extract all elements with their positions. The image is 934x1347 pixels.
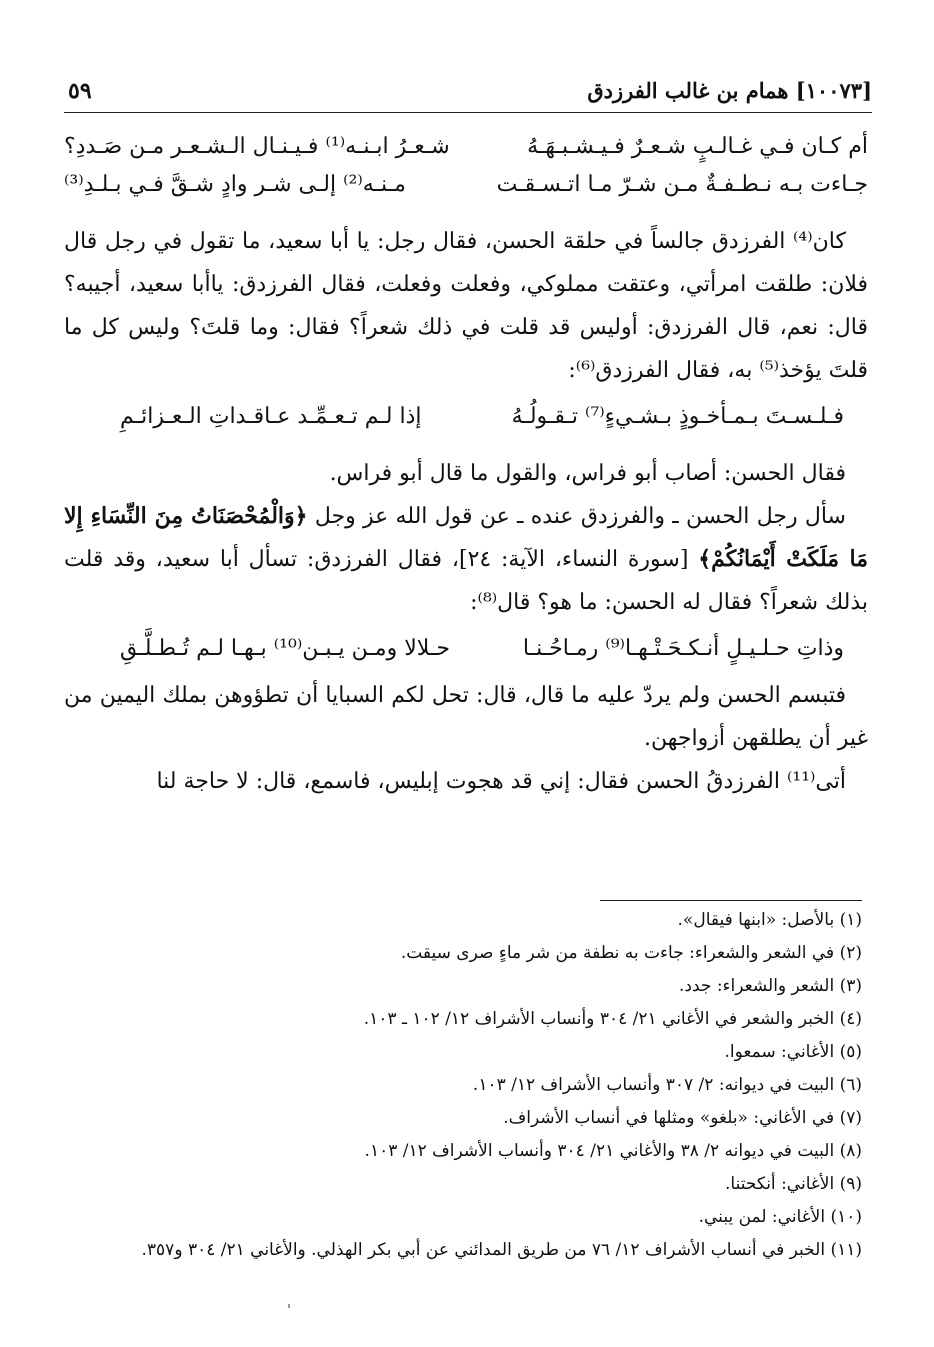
verse-line — [64, 128, 868, 166]
footnote: (٢) في الشعر والشعراء: جاءت به نطفة من شر ماءٍ صرى سيقت. — [400, 943, 862, 963]
footnote: (١) بالأصل: «ابنها فيقال». — [677, 910, 862, 930]
verse-line — [64, 166, 868, 204]
verse-block-top — [64, 128, 868, 210]
footnotes — [64, 904, 862, 1267]
main-text — [64, 128, 868, 803]
verse-first-hemistich: أم كـان فـي غـالـبٍ شـعـرٌ فـيـشـبـهَـهُ — [527, 134, 868, 159]
paragraph: فتبسم الحسن ولم يردّ عليه ما قال، قال: تحل لكم السبايا أن تطؤوهن بملك اليمين من غير أن يطلقهن أزواجهن. — [64, 683, 868, 751]
paragraph: أتى⁽¹¹⁾ الفرزدقُ الحسن فقال: إني قد هجوت إبليس، فاسمع، قال: لا حاجة لنا — [156, 769, 846, 794]
verse-first-hemistich: جـاءت بـه نـطـفـةٌ مـن شـرّ مـا اتـسـقـت — [496, 172, 868, 197]
running-title: [١٠٠٧٣] همام بن غالب الفرزدق — [587, 78, 872, 103]
verse-first-hemistich: فـلـسـتَ بـمـأخـوذٍ بـشـيءٍ⁽⁷⁾ تـقـولُـهُ — [511, 404, 844, 429]
verse-second-hemistich: حـلالا ومـن يـبـن⁽¹⁰⁾ بـهـا لـم تُـطـلَّـقِ — [120, 636, 450, 661]
scan-speck — [288, 1304, 290, 1308]
paragraph-text: سأل رجل الحسن ـ والفرزدق عنده ـ عن قول الله عز وجل — [314, 504, 846, 529]
footnote: (٨) البيت في ديوانه ٢/ ٣٨ والأغاني ٢١/ ٣٠٤ وأنساب الأشراف ١٢/ ١٠٣. — [364, 1141, 862, 1161]
footnote: (٥) الأغاني: سمعوا. — [724, 1042, 862, 1062]
page-number: ٥٩ — [68, 78, 92, 104]
paragraph-with-quran-quote — [64, 495, 868, 624]
paragraph: كان⁽⁴⁾ الفرزدق جالساً في حلقة الحسن، فقال رجل: يا أبا سعيد، ما تقول في رجل قال فلان: طلقت امرأتي، وعتقت مملوكي، وفعلت وفعلت، فقال الفرزدق: ياأبا سعيد، أجيبه؟ قال: نعم، قال الفرزدق: أوليس قد قلت في ذلك شعراً؟ فقال: وما قلتَ؟ وليس كل ما قلتَ يؤخذ⁽⁵⁾ به، فقال الفرزدق⁽⁶⁾: — [64, 229, 868, 383]
quran-quote: ﴿وَالْمُحْصَنَاتُ مِنَ النِّسَاءِ إِلا مَا مَلَكَتْ أَيْمَانُكُمْ﴾ — [64, 503, 868, 572]
footnote-separator — [600, 900, 862, 901]
footnote: (٧) في الأغاني: «بلغو» ومثلها في أنساب الأشراف. — [503, 1108, 862, 1128]
footnote: (١٠) الأغاني: لمن يبني. — [698, 1207, 862, 1227]
paragraph: فقال الحسن: أصاب أبو فراس، والقول ما قال أبو فراس. — [329, 461, 846, 486]
footnote: (٤) الخبر والشعر في الأغاني ٢١/ ٣٠٤ وأنساب الأشراف ١٢/ ١٠٢ ـ ١٠٣. — [363, 1009, 862, 1029]
footnote: (٦) البيت في ديوانه: ٢/ ٣٠٧ وأنساب الأشراف ١٢/ ١٠٣. — [472, 1075, 862, 1095]
verse-second-hemistich: شـعـرُ ابـنـه⁽¹⁾ فـيـنـال الـشـعـر مـن صَـددِ؟ — [64, 134, 450, 159]
paragraph-text: [سورة النساء، الآية: ٢٤]، فقال الفرزدق: تسأل أبا سعيد، وقد قلت بذلك شعراً؟ فقال له الحسن: ما هو؟ قال⁽⁸⁾: — [64, 547, 868, 615]
verse-line — [64, 624, 868, 674]
footnote: (١١) الخبر في أنساب الأشراف ١٢/ ٧٦ من طريق المدائني عن أبي بكر الهذلي. والأغاني ٢١/ ٣٠٤ و٣٥٧. — [141, 1240, 862, 1260]
verse-second-hemistich: إذا لـم تـعـمِّـد عـاقـداتِ الـعـزائـمِ — [120, 404, 422, 429]
verse-line — [64, 392, 868, 442]
page-header — [64, 78, 872, 113]
verse-second-hemistich: مـنـه⁽²⁾ إلـى شـر وادٍ شـقَّ فـي بـلـدِ⁽³⁾ — [64, 172, 406, 197]
footnote: (٩) الأغاني: أنكحتنا. — [725, 1174, 862, 1194]
verse-first-hemistich: وذاتِ حـلـيـلٍ أنـكـحَـتْـهـا⁽⁹⁾ رمـاحُـنـا — [522, 636, 844, 661]
footnote: (٣) الشعر والشعراء: جدد. — [679, 976, 862, 996]
